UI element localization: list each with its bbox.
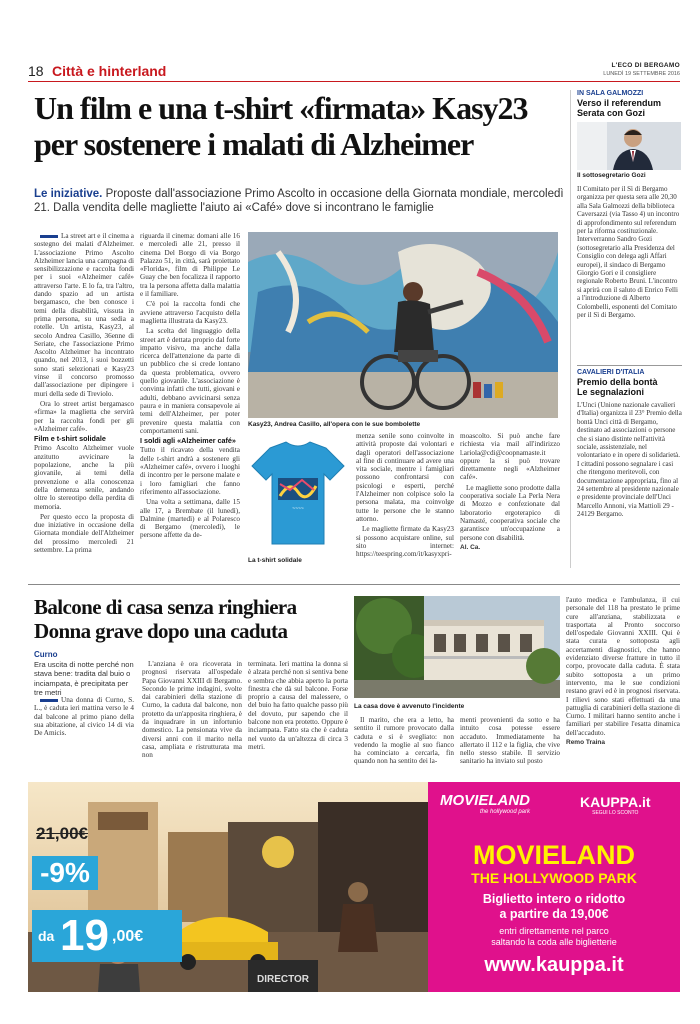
section-title: Città e hinterland — [52, 63, 167, 79]
kauppa-logo-tagline: SEGUI LO SCONTO — [592, 810, 639, 816]
sidebar-label-1: IN SALA GALMOZZI — [577, 90, 644, 97]
article1-col3 — [356, 432, 454, 572]
sidebar — [570, 90, 682, 568]
photo-tshirt — [250, 440, 346, 550]
headline-line2: per sostenere i malati di Alzheimer — [34, 126, 474, 162]
deck-text: Proposte dall'associazione Primo Ascolto in occasione della Giornata mondiale, mercoledì 21. Dalla vendita delle magliette l'aiuto ai «Café» dove si incontrano le famiglie — [34, 188, 564, 214]
body-paragraph: Una volta a settimana, dalle 15 alle 17, a Brembate (il lunedì), Dalmine (martedì) e al Polaresco di Bergamo (mercoledì), le persone affette da de- — [140, 498, 240, 540]
deck-text: Era uscita di notte perché non stava bene: tradita dal buio o inciampata, è precipitata per tre metri — [34, 659, 134, 697]
article2-col5 — [460, 716, 560, 766]
photo3-caption: La casa dove è avvenuto l'incidente — [354, 703, 465, 710]
advertisement[interactable] — [28, 782, 680, 992]
body-paragraph: Per questo ecco la proposta di due iniziative in occasione della Giornata mondiale dell'Alzheimer del prossimo mercoledì 21 settembre. La prima — [34, 512, 134, 554]
ad-sub-line1: entri direttamente nel parco — [499, 926, 609, 936]
body-paragraph: L'anziana è ora ricoverata in prognosi riservata all'ospedale Papa Giovanni XXIII di Bergamo. Secondo le prime indagini, svolte dai carabinieri della stazione di Curno, la caduta dal balcone, non protetto da un'apposita ringhiera, è da inquadrare in un infortunio domestico. La pensionata vive da diversi anni con il marito nella casa, ampliata e ristrutturata ma non — [142, 660, 242, 760]
article2-col4 — [354, 716, 454, 766]
subheading: I soldi agli «Alzheimer café» — [140, 436, 236, 446]
ad-da-label: da — [38, 928, 55, 944]
ad-price-box — [32, 910, 182, 962]
article1-headline — [34, 90, 564, 162]
page-header — [28, 62, 680, 82]
kicker: Curno — [34, 650, 58, 659]
article1-col1 — [34, 232, 134, 570]
article2-headline — [34, 595, 354, 643]
ad-headline — [428, 840, 680, 948]
photo-street-artist — [248, 232, 558, 418]
ad-offer-line2: a partire da 19,00€ — [499, 907, 609, 921]
ad-price-cents: ,00€ — [112, 928, 144, 945]
ad-url[interactable]: www.kauppa.it — [484, 954, 624, 976]
sidebar-photo-caption: Il sottosegretario Gozi — [577, 172, 646, 179]
headline2-line1: Balcone di casa senza ringhiera — [34, 595, 297, 619]
article2-signature: Remo Traina — [566, 739, 606, 747]
sidebar-title-2 — [577, 377, 682, 397]
ad-offer-line1: Biglietto intero o ridotto — [482, 892, 626, 906]
article1-col2 — [140, 232, 240, 570]
movieland-logo-text: MOVIELAND — [440, 792, 530, 809]
sidebar-title-2-line1: Premio della bontà — [577, 377, 658, 387]
body-paragraph: l'auto medica e l'ambulanza, il cui personale del 118 ha prestato le prime cure all'anziana, stabilizzata e trasportata al Pronto soccorso dell'ospedale Giovanni XXIII. Qui è stata curata e sottoposta agli accertamenti diagnostici, che hanno evidenziato diverse fratture in tutto il corpo, provocate dalla caduta. È stata subito sottoposta a un primo intervento, ma le sue condizioni restano gravi ed è in prognosi riservata. I rilievi sono stati effettuati da una pattuglia di carabinieri della stazione di Curno. I militari hanno sentito anche i familiari per stabilire l'esatta dinamica dell'accaduto. — [566, 596, 680, 737]
article1-signature: Al. Ca. — [460, 543, 481, 551]
body-paragraph: menza senile sono coinvolte in attività proposte dai volontari e dagli operatori dell'associazione al fine di continuare ad avere una vita sociale, mentre i famigliari possono confrontarsi con psicologi e esperti, perché l'Alzheimer non colpisce solo la persona malata, ma coinvolge tutte le persone che le stanno attorno. — [356, 432, 454, 523]
body-paragraph: terminata. Ieri mattina la donna si è alzata perché non si sentiva bene e sembra che abbia aperto la porta finestra che dà sul balcone. Forse proprio a causa del malessere, o del buio ha fatto qualche passo più del dovuto, pur sapendo che il balcone non era protetto. Oppure è inciampata. Fatto sta che è caduta nel vuoto da un'altezza di circa 3 metri. — [248, 660, 348, 751]
sidebar-text-2: L'Unci (Unione nazionale cavalieri d'Italia) organizza il 23° Premio della bontà Unci città di Bergamo, destinato ad associazioni o persone che si siano distinte nell'attività sociale, assistenziale, nel volontariato e in opere di solidarietà. I cittadini possono segnalare i casi che ritengono meritevoli, con documentazione appropriata, fino al 24 settembre al presidente nazionale e presidente provinciale dell'Unci Marcello Annoni, via Mattioli 29 - 24129 Bergamo. — [577, 401, 682, 519]
sidebar-title-1 — [577, 98, 682, 118]
ad-movieland-logo — [440, 792, 530, 815]
article2-col3 — [248, 660, 348, 760]
photo-house — [354, 596, 560, 698]
subheading: Film e t-shirt solidale — [34, 434, 106, 444]
sidebar-title-1-line1: Verso il referendum — [577, 98, 662, 108]
ad-old-price: 21,00€ — [36, 824, 88, 843]
ad-discount-badge: -9% — [32, 856, 98, 890]
body-paragraph: Le magliette firmate da Kasy23 si possono acquistare online, sul sito internet: https://teespring.com/it/kasyxpri- — [356, 525, 454, 559]
photo2-caption: La t-shirt solidale — [248, 557, 302, 564]
ad-headline1: MOVIELAND — [473, 840, 635, 870]
sidebar-title-1-line2: Serata con Gozi — [577, 108, 646, 118]
headline-line1: Un film e una t-shirt «firmata» Kasy23 — [34, 90, 528, 126]
body-paragraph: Primo Ascolto Alzheimer vuole anzitutto avvicinare la popolazione, anche la più giovanile, ai temi della prevenzione e alla conoscenza della demenza senile, andando oltre lo stereotipo della perdita di memoria. — [34, 444, 134, 511]
article1-deck — [34, 187, 564, 215]
article2-col2 — [142, 660, 242, 760]
ad-sub-line2: saltando la coda alle biglietterie — [491, 937, 617, 947]
body-paragraph: riguarda il cinema: domani alle 16 e mercoledì alle 21, presso il cinema Del Borgo di via Borgo Palazzo 51, in città, sarà proiettato «Florida», film di Philippe Le Guay che ben focalizza il rapporto tra la persona affetta dalla malattia e il familiare. — [140, 232, 240, 299]
kauppa-logo-text: KAUPPA.it — [580, 794, 651, 810]
article2-col1 — [34, 696, 134, 746]
body-paragraph: La street art e il cinema a sostegno dei malati d'Alzheimer. L'associazione Primo Ascolto Alzheimer lancia una campagna di sensibilizzazione e raccolta fondi per i suoi «Alzheimer café» attraverso l'arte. E lo fa, tra l'altro, dando spazio ad un artista bergamasco, che ben conosce i temi della disabilità, vissuta in prima persona, su una sedia a rotelle. Un artista, Kasy23, al secolo Andrea Casillo, 36enne di Seriate, che l'associazione Primo Ascolto Alzheimer ha incontrato quando, nel 2013, i suoi bozzetti sono stati selezionati e Kasy23 vinse il concorso promosso dall'associazione per dipingere i muri della sede di Treviolo. — [34, 232, 134, 398]
body-paragraph: Il marito, che era a letto, ha sentito il rumore provocato dalla caduta e si è svegliato: non vedendo la moglie al suo fianco ha cominciato a cercarla, fin quando non ha sentito dei la- — [354, 716, 454, 766]
body-paragraph: La scelta del linguaggio della street art è dettata proprio dal forte impatto visivo, ma anche dalla ricerca dell'attenzione da parte di un pubblico che si crede lontano da questa problematica, ovvero quello giovanile. L'associazione è convinta infatti che tutti, giovani e adulti, debbano avvicinarsi senza paura e in maniera consapevole ai temi dell'Alzheimer, per poter prevenire questa malattia con comportamenti sani. — [140, 327, 240, 435]
body-paragraph: moascolto. Si può anche fare richiesta via mail all'indirizzo l.ariola@cdi@coopnamaste.it oppure la si può trovare direttamente negli «Alzheimer café». — [460, 432, 560, 482]
page-number: 18 — [28, 63, 44, 79]
movieland-logo-tagline: the hollywood park — [479, 809, 530, 815]
kicker: Le iniziative. — [34, 188, 103, 200]
body-paragraph: menti provenienti da sotto e ha intuito cosa potesse essere accaduto. Immediatamente ha allertato il 112 e la figlia, che vive nello stesso stabile. Il servizio sanitario ha inviato sul posto — [460, 716, 560, 766]
body-paragraph: Una donna di Curno, S. L., è caduta ieri mattina verso le 4 dal balcone al primo piano della sua abitazione, al civico 14 di via De Amicis. — [34, 696, 134, 738]
article2-col6 — [566, 596, 680, 764]
sidebar-label-2: CAVALIERI D'ITALIA — [577, 369, 645, 376]
body-paragraph: C'è poi la raccolta fondi che avviene attraverso l'acquisto della maglietta illustrata da Kasy23. — [140, 300, 240, 325]
director-chair-label: DIRECTOR — [256, 974, 310, 985]
headline2-line2: Donna grave dopo una caduta — [34, 619, 288, 643]
body-paragraph: Ora lo street artist bergamasco «firma» la maglietta che servirà per la raccolta fondi per gli «Alzheimer café». — [34, 399, 134, 433]
masthead: L'ECO DI BERGAMO — [611, 62, 680, 69]
svg-text:~~~~: ~~~~ — [292, 506, 304, 512]
body-paragraph: Tutto il ricavato della vendita delle t-shirt andrà a sostenere gli «Alzheimer café», ovvero i luoghi di incontro per le persone malate e i loro famigliari che fanno riferimento all'associazione. — [140, 446, 240, 496]
ad-price-main: 19 — [60, 911, 109, 960]
sidebar-title-2-line2: Le segnalazioni — [577, 387, 645, 397]
sidebar-text-1: Il Comitato per il Sì di Bergamo organizza per questa sera alle 20,30 alla Sala Galmozzi della biblioteca Caversazzi (via Tasso 4) un incontro di approfondimento sul referendum per la riforma costituzionale. Interverranno Sandro Gozi (sottosegretario alla Presidenza del Consiglio con delega agli Affari europei), il sindaco di Bergamo Giorgio Gori e il consigliere regionale Roberto Bruni. L'incontro si aprirà con il saluto di Enrico Felli a l'introduzione di Alberto Colombelli, esponenti del Comitato per il Sì di Bergamo. — [577, 185, 680, 320]
date: LUNEDÌ 19 SETTEMBRE 2016 — [603, 71, 680, 77]
ad-headline2: THE HOLLYWOOD PARK — [471, 870, 637, 886]
article1-col4 — [460, 432, 560, 572]
photo1-caption: Kasy23, Andrea Casillo, all'opera con le sue bombolette — [248, 421, 421, 428]
body-paragraph: Le magliette sono prodotte dalla cooperativa sociale La Perla Nera di Mozzo e confezionate dal laboratorio ergoterapico di Namasté, cooperativa sociale che garantisce un'occupazione a persone con disabilità. — [460, 483, 560, 542]
sidebar-photo-gozi — [577, 122, 681, 170]
ad-kauppa-logo — [580, 794, 651, 816]
article2-deck — [34, 650, 134, 698]
